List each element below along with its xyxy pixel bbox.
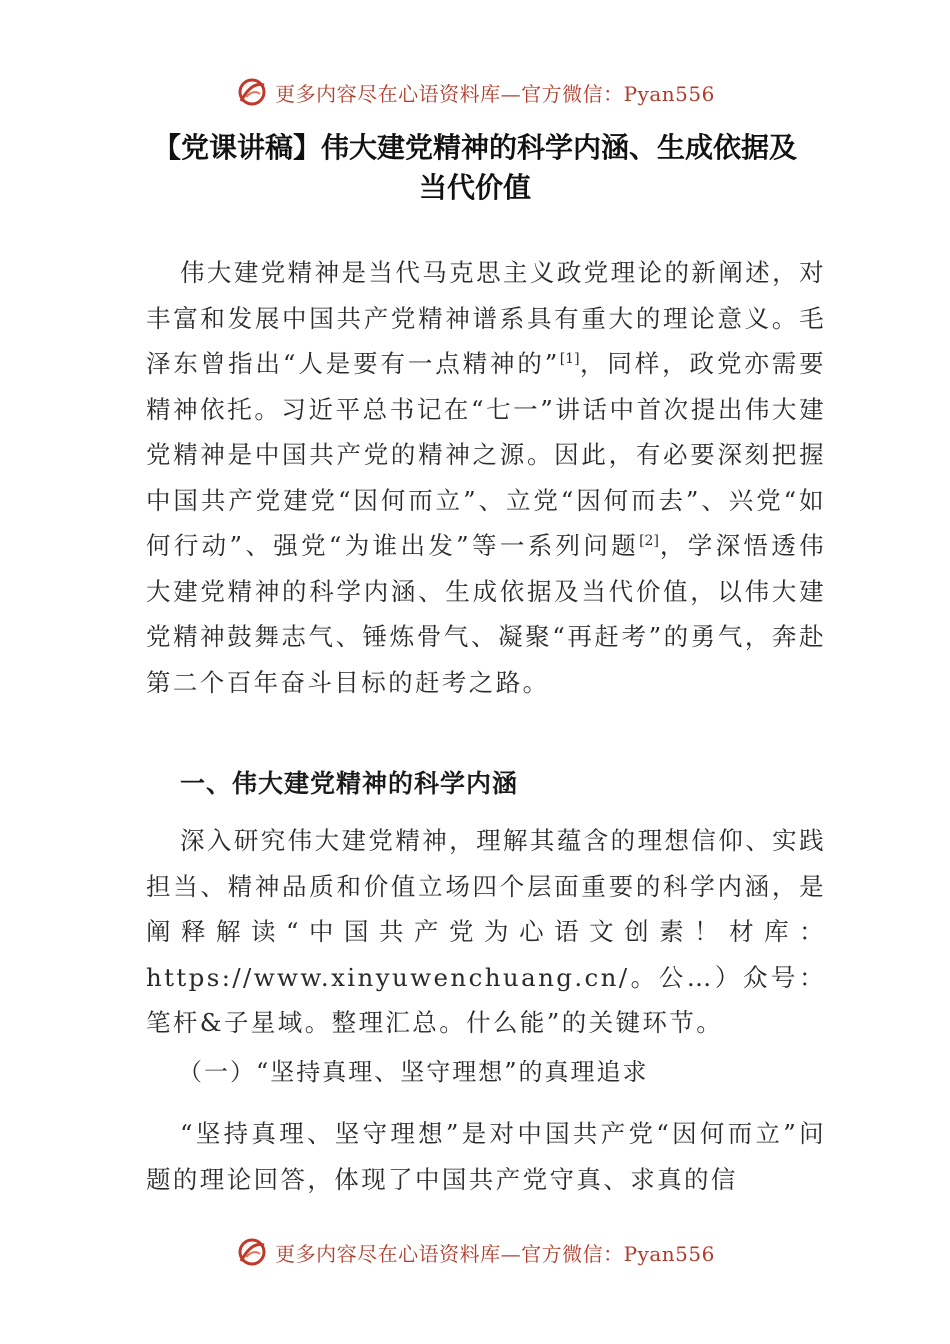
document-title: 【党课讲稿】伟大建党精神的科学内涵、生成依据及当代价值	[152, 131, 797, 204]
watermark-text: 更多内容尽在心语资料库—官方微信：Pyan556	[275, 81, 715, 106]
section-paragraph: 深入研究伟大建党精神，理解其蕴含的理想信仰、实践担当、精神品质和价值立场四个层面重要的科学内涵，是阐释解读“中国共产党为心语文创素！材库：https://www.xinyuwenchuang.cn/。公…）众号：笔杆&子星域。整理汇总。什么能”的关键环节。	[146, 826, 826, 1037]
footer-watermark	[0, 1232, 950, 1272]
swirl-logo-icon	[235, 75, 269, 109]
subsection-heading: （一）“坚持真理、坚守理想”的真理追求	[178, 1058, 649, 1086]
section-heading: 一、伟大建党精神的科学内涵	[180, 769, 519, 798]
watermark-text: 更多内容尽在心语资料库—官方微信：Pyan556	[275, 1241, 715, 1266]
intro-paragraph: 伟大建党精神是当代马克思主义政党理论的新阐述，对丰富和发展中国共产党精神谱系具有重大的理论意义。毛泽东曾指出“人是要有一点精神的”[1]，同样，政党亦需要精神依托。习近平总书记在“七一”讲话中首次提出伟大建党精神是中国共产党的精神之源。因此，有必要深刻把握中国共产党建党“因何而立”、立党“因何而去”、兴党“如何行动”、强党“为谁出发”等一系列问题[2]，学深悟透伟大建党精神的科学内涵、生成依据及当代价值，以伟大建党精神鼓舞志气、锤炼骨气、凝聚“再赶考”的勇气，奔赴第二个百年奋斗目标的赶考之路。	[146, 258, 826, 697]
subsection-paragraph: “坚持真理、坚守理想”是对中国共产党“因何而立”问题的理论回答，体现了中国共产党守真、求真的信	[146, 1119, 826, 1194]
header-watermark	[0, 72, 950, 112]
footnote-ref-1: [1]	[559, 350, 580, 367]
swirl-logo-icon	[235, 1235, 269, 1269]
footnote-ref-2: [2]	[639, 532, 659, 549]
